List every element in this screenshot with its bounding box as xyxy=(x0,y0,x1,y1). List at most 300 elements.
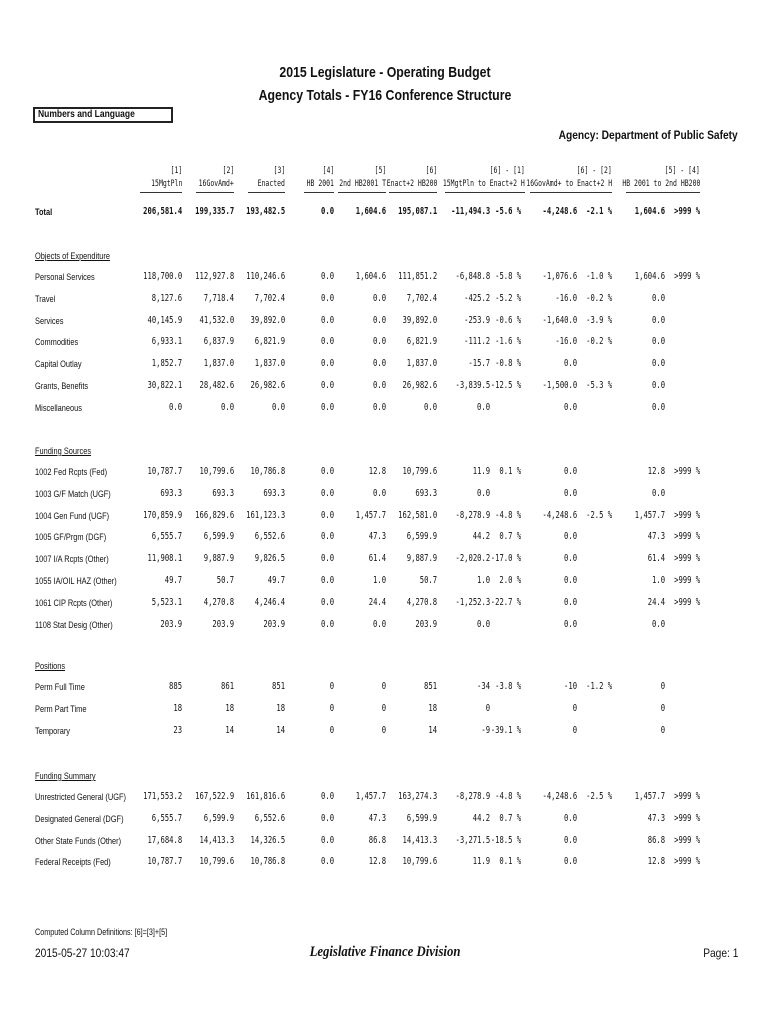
table-cell: 7,702.4 xyxy=(406,292,437,304)
table-cell: 0.0 xyxy=(423,401,437,413)
section-title: Positions xyxy=(35,661,66,672)
table-cell: 14 xyxy=(225,724,234,736)
table-cell: 0 xyxy=(572,724,577,736)
table-cell: -34 xyxy=(476,681,490,692)
table-cell: 12.8 xyxy=(647,856,665,868)
total-cell: 193,482.5 xyxy=(245,206,285,217)
table-cell: 0.0 xyxy=(476,618,490,630)
section-title: Funding Sources xyxy=(35,446,92,457)
row-label: 1108 Stat Desig (Other) xyxy=(35,619,113,631)
table-cell: 0.0 xyxy=(563,401,577,413)
column-number: [6] xyxy=(425,166,437,176)
table-cell: -2.5 % xyxy=(585,791,612,802)
table-cell: 44.2 xyxy=(472,531,490,543)
table-cell: 0.0 xyxy=(320,292,334,304)
table-cell: 0.0 xyxy=(320,596,334,608)
row-label: Travel xyxy=(35,293,56,305)
table-cell: 170,859.9 xyxy=(142,509,182,521)
table-cell: 6,552.6 xyxy=(254,531,285,543)
table-cell: 693.3 xyxy=(212,487,234,499)
table-cell: -1,500.0 xyxy=(542,380,577,391)
table-cell: 0.0 xyxy=(372,336,386,348)
table-cell: 0.0 xyxy=(320,509,334,521)
table-cell: 6,555.7 xyxy=(151,812,182,824)
table-cell: 0.0 xyxy=(563,834,577,846)
table-cell: 26,982.6 xyxy=(402,380,437,391)
table-cell: 0.0 xyxy=(563,466,577,477)
table-cell: >999 % xyxy=(673,812,700,824)
table-cell: 203.9 xyxy=(160,618,182,630)
table-cell: 1.0 xyxy=(651,575,665,586)
table-cell: 693.3 xyxy=(160,487,182,499)
table-cell: 1,457.7 xyxy=(634,791,665,802)
column-number: [6] - [1] xyxy=(489,166,525,176)
row-label: Federal Receipts (Fed) xyxy=(35,857,111,869)
table-cell: 5,523.1 xyxy=(151,596,182,608)
table-cell: 9,887.9 xyxy=(203,553,234,565)
column-header-rule xyxy=(389,192,437,193)
table-cell: 7,702.4 xyxy=(254,292,285,304)
table-cell: 9,826.5 xyxy=(254,553,285,565)
table-cell: 0.0 xyxy=(168,401,182,413)
table-cell: -3.8 % xyxy=(494,681,521,692)
table-cell: 167,522.9 xyxy=(194,791,234,802)
row-label: Perm Full Time xyxy=(35,682,85,693)
row-label: Miscellaneous xyxy=(35,402,82,414)
column-header: 16GovAmd+ to Enact+2 H xyxy=(526,179,612,189)
table-cell: 26,982.6 xyxy=(250,380,285,391)
table-cell: 0.0 xyxy=(651,618,665,630)
table-cell: 161,816.6 xyxy=(245,791,285,802)
table-cell: 0.0 xyxy=(372,380,386,391)
table-cell: 6,821.9 xyxy=(406,336,437,348)
table-cell: 162,581.0 xyxy=(397,509,437,521)
table-cell: 0 xyxy=(660,724,665,736)
table-cell: 0.0 xyxy=(320,791,334,802)
table-cell: 0.7 % xyxy=(499,812,521,824)
table-cell: 0.0 xyxy=(563,531,577,543)
table-cell: -1,252.3 xyxy=(455,596,490,608)
row-label: Designated General (DGF) xyxy=(35,813,124,825)
table-cell: 47.3 xyxy=(647,812,665,824)
table-cell: -1,076.6 xyxy=(542,271,577,282)
table-cell: 1,457.7 xyxy=(355,509,386,521)
table-cell: 6,599.9 xyxy=(203,531,234,543)
table-cell: 10,799.6 xyxy=(402,856,437,868)
table-cell: 0.0 xyxy=(320,466,334,477)
row-label: Unrestricted General (UGF) xyxy=(35,792,127,803)
table-cell: 1,852.7 xyxy=(151,358,182,370)
table-cell: >999 % xyxy=(673,856,700,868)
table-cell: 6,599.9 xyxy=(406,812,437,824)
table-cell: 1.0 xyxy=(476,575,490,586)
table-cell: 0.0 xyxy=(651,292,665,304)
row-label: Services xyxy=(35,315,64,327)
table-cell: 0.0 xyxy=(320,487,334,499)
table-cell: 203.9 xyxy=(415,618,437,630)
table-cell: -5.8 % xyxy=(494,271,521,282)
column-header: HB 2001 to 2nd HB200 xyxy=(621,179,700,189)
table-cell: -4,248.6 xyxy=(542,509,577,521)
table-cell: 50.7 xyxy=(419,575,437,586)
division-name: Legislative Finance Division xyxy=(309,944,461,960)
table-cell: 0.0 xyxy=(320,575,334,586)
table-cell: 693.3 xyxy=(415,487,437,499)
table-cell: >999 % xyxy=(673,791,700,802)
column-number: [2] xyxy=(222,166,234,176)
table-cell: 0.0 xyxy=(320,271,334,282)
table-cell: 14,413.3 xyxy=(402,834,437,846)
table-cell: 0.1 % xyxy=(499,856,521,868)
table-cell: 0.0 xyxy=(320,812,334,824)
table-cell: 0.0 xyxy=(372,292,386,304)
table-cell: 0.0 xyxy=(563,553,577,565)
table-cell: -17.0 % xyxy=(490,553,521,565)
table-cell: 50.7 xyxy=(216,575,234,586)
table-cell: -1.6 % xyxy=(494,336,521,348)
table-cell: -425.2 xyxy=(463,292,490,304)
table-cell: 6,933.1 xyxy=(151,336,182,348)
table-cell: -111.2 xyxy=(463,336,490,348)
table-cell: -39.1 % xyxy=(490,724,521,736)
total-cell: -5.6 % xyxy=(494,206,521,217)
row-label: 1004 Gen Fund (UGF) xyxy=(35,510,110,522)
table-cell: 11,908.1 xyxy=(147,553,182,565)
table-cell: 0 xyxy=(381,724,386,736)
table-cell: >999 % xyxy=(673,834,700,846)
total-cell: >999 % xyxy=(673,206,700,217)
table-cell: 0 xyxy=(329,702,334,714)
table-cell: 693.3 xyxy=(263,487,285,499)
table-cell: 0.0 xyxy=(651,380,665,391)
report-title: 2015 Legislature - Operating Budget xyxy=(279,64,491,81)
table-cell: 47.3 xyxy=(368,531,386,543)
table-cell: 10,786.8 xyxy=(250,856,285,868)
total-label: Total xyxy=(35,207,53,218)
table-cell: 163,274.3 xyxy=(397,791,437,802)
table-cell: 10,799.6 xyxy=(199,856,234,868)
report-timestamp: 2015-05-27 10:03:47 xyxy=(35,946,130,960)
table-cell: 118,700.0 xyxy=(142,271,182,282)
total-cell: 199,335.7 xyxy=(194,206,234,217)
table-cell: >999 % xyxy=(673,575,700,586)
table-cell: -5.3 % xyxy=(585,380,612,391)
table-cell: 23 xyxy=(173,724,182,736)
table-cell: 4,246.4 xyxy=(254,596,285,608)
numbers-language-box xyxy=(33,107,173,123)
table-cell: -16.0 xyxy=(555,336,577,348)
column-number: [4] xyxy=(322,166,334,176)
column-header: Enacted xyxy=(257,179,285,189)
table-cell: 851 xyxy=(423,681,437,692)
table-cell: 0.0 xyxy=(476,487,490,499)
table-cell: 10,787.7 xyxy=(147,856,182,868)
table-cell: 112,927.8 xyxy=(194,271,234,282)
table-cell: 0 xyxy=(485,702,490,714)
table-cell: 1.0 xyxy=(372,575,386,586)
total-cell: -4,248.6 xyxy=(542,206,577,217)
table-cell: 47.3 xyxy=(368,812,386,824)
table-cell: 6,821.9 xyxy=(254,336,285,348)
total-cell: 195,087.1 xyxy=(397,206,437,217)
table-cell: 0 xyxy=(660,681,665,692)
table-cell: 1,604.6 xyxy=(634,271,665,282)
table-cell: -9 xyxy=(481,724,490,736)
table-cell: >999 % xyxy=(673,553,700,565)
table-cell: 18 xyxy=(276,702,285,714)
column-header-rule xyxy=(338,192,386,193)
table-cell: 0.0 xyxy=(372,358,386,370)
table-cell: 2.0 % xyxy=(499,575,521,586)
table-cell: -4.8 % xyxy=(494,791,521,802)
table-cell: 0.0 xyxy=(651,358,665,370)
table-cell: 12.8 xyxy=(647,466,665,477)
column-number: [5] - [4] xyxy=(664,166,700,176)
table-cell: 861 xyxy=(220,681,234,692)
table-cell: -253.9 xyxy=(463,314,490,326)
table-cell: 0 xyxy=(572,702,577,714)
row-label: 1002 Fed Rcpts (Fed) xyxy=(35,467,108,478)
table-cell: 47.3 xyxy=(647,531,665,543)
table-cell: -4,248.6 xyxy=(542,791,577,802)
table-cell: 1,837.0 xyxy=(254,358,285,370)
table-cell: -0.2 % xyxy=(585,336,612,348)
table-cell: 203.9 xyxy=(263,618,285,630)
table-cell: 0 xyxy=(660,702,665,714)
total-cell: -2.1 % xyxy=(585,206,612,217)
agency-name: Agency: Department of Public Safety xyxy=(558,128,738,142)
total-cell: 0.0 xyxy=(320,206,334,217)
table-cell: -15.7 xyxy=(468,358,490,370)
table-cell: -10 xyxy=(563,681,577,692)
table-cell: 18 xyxy=(173,702,182,714)
report-subtitle: Agency Totals - FY16 Conference Structure xyxy=(258,87,512,104)
table-cell: 0.0 xyxy=(372,401,386,413)
table-cell: -8,278.9 xyxy=(455,791,490,802)
table-cell: 24.4 xyxy=(368,596,386,608)
table-cell: 0.7 % xyxy=(499,531,521,543)
table-cell: -16.0 xyxy=(555,292,577,304)
table-cell: 10,786.8 xyxy=(250,466,285,477)
table-cell: 6,837.9 xyxy=(203,336,234,348)
total-cell: 206,581.4 xyxy=(142,206,182,217)
table-cell: 1,837.0 xyxy=(203,358,234,370)
table-cell: 39,892.0 xyxy=(250,314,285,326)
table-cell: 0.0 xyxy=(563,812,577,824)
table-cell: -1.2 % xyxy=(585,681,612,692)
table-cell: -3,271.5 xyxy=(455,834,490,846)
table-cell: 0.0 xyxy=(651,336,665,348)
table-cell: 18 xyxy=(428,702,437,714)
column-number: [5] xyxy=(374,166,386,176)
section-title: Funding Summary xyxy=(35,771,96,782)
table-cell: 6,599.9 xyxy=(203,812,234,824)
column-header: 15MgtPln to Enact+2 H xyxy=(443,179,525,189)
row-label: Personal Services xyxy=(35,272,95,283)
table-cell: 0 xyxy=(329,724,334,736)
table-cell: 30,822.1 xyxy=(147,380,182,391)
column-header: 2nd HB2001 T xyxy=(339,179,386,189)
row-label: 1061 CIP Rcpts (Other) xyxy=(35,597,113,609)
table-cell: 4,270.8 xyxy=(203,596,234,608)
table-cell: 12.8 xyxy=(368,856,386,868)
table-cell: -2.5 % xyxy=(585,509,612,521)
table-cell: 61.4 xyxy=(647,553,665,565)
table-cell: 4,270.8 xyxy=(406,596,437,608)
numbers-language-label: Numbers and Language xyxy=(38,109,135,120)
table-cell: 0.0 xyxy=(220,401,234,413)
table-cell: 14 xyxy=(428,724,437,736)
column-header-rule xyxy=(530,192,612,193)
table-cell: 0.0 xyxy=(651,401,665,413)
table-cell: -1.0 % xyxy=(585,271,612,282)
table-cell: -1,640.0 xyxy=(542,314,577,326)
table-cell: 7,718.4 xyxy=(203,292,234,304)
table-cell: -3.9 % xyxy=(585,314,612,326)
column-header: 15MgtPln xyxy=(150,179,182,189)
row-label: Perm Part Time xyxy=(35,703,87,715)
row-label: 1005 GF/Prgm (DGF) xyxy=(35,532,107,544)
table-cell: 0.0 xyxy=(271,401,285,413)
table-cell: 0.0 xyxy=(372,314,386,326)
table-cell: 17,684.8 xyxy=(147,834,182,846)
table-cell: 0.0 xyxy=(320,856,334,868)
table-cell: -0.2 % xyxy=(585,292,612,304)
table-cell: 0 xyxy=(329,681,334,692)
table-cell: 0.0 xyxy=(563,856,577,868)
section-title: Objects of Expenditure xyxy=(35,251,110,262)
table-cell: 12.8 xyxy=(368,466,386,477)
table-cell: 0 xyxy=(381,702,386,714)
table-cell: 44.2 xyxy=(472,812,490,824)
table-cell: 18 xyxy=(225,702,234,714)
table-cell: 161,123.3 xyxy=(245,509,285,521)
table-cell: -3,839.5 xyxy=(455,380,490,391)
table-cell: 24.4 xyxy=(647,596,665,608)
table-cell: -22.7 % xyxy=(490,596,521,608)
table-cell: >999 % xyxy=(673,271,700,282)
column-header-rule xyxy=(626,192,700,193)
table-cell: 10,787.7 xyxy=(147,466,182,477)
table-cell: 0.0 xyxy=(651,314,665,326)
table-cell: 166,829.6 xyxy=(194,509,234,521)
column-number: [6] - [2] xyxy=(576,166,612,176)
table-cell: 41,532.0 xyxy=(199,314,234,326)
row-label: Other State Funds (Other) xyxy=(35,835,122,847)
table-cell: 0.1 % xyxy=(499,466,521,477)
table-cell: 0.0 xyxy=(320,358,334,370)
table-cell: 0.0 xyxy=(320,380,334,391)
table-cell: 0.0 xyxy=(372,487,386,499)
table-cell: 0.0 xyxy=(563,358,577,370)
table-cell: 111,851.2 xyxy=(397,271,437,282)
row-label: Capital Outlay xyxy=(35,359,82,371)
table-cell: 0.0 xyxy=(651,487,665,499)
column-header-rule xyxy=(445,192,525,193)
total-cell: 1,604.6 xyxy=(634,206,665,217)
column-header: 16GovAmd+ xyxy=(198,179,234,189)
table-cell: 10,799.6 xyxy=(402,466,437,477)
table-cell: 0.0 xyxy=(563,487,577,499)
table-cell: -12.5 % xyxy=(490,380,521,391)
table-cell: -18.5 % xyxy=(490,834,521,846)
table-cell: -6,848.8 xyxy=(455,271,490,282)
table-cell: -5.2 % xyxy=(494,292,521,304)
column-header-rule xyxy=(196,192,234,193)
table-cell: 40,145.9 xyxy=(147,314,182,326)
table-cell: 0.0 xyxy=(476,401,490,413)
table-cell: 6,599.9 xyxy=(406,531,437,543)
table-cell: 10,799.6 xyxy=(199,466,234,477)
row-label: 1003 G/F Match (UGF) xyxy=(35,488,111,500)
total-cell: -11,494.3 xyxy=(450,206,490,217)
column-header-rule xyxy=(140,192,182,193)
table-cell: 171,553.2 xyxy=(142,791,182,802)
table-cell: >999 % xyxy=(673,466,700,477)
table-cell: 0.0 xyxy=(320,834,334,846)
table-cell: 851 xyxy=(271,681,285,692)
row-label: Temporary xyxy=(35,725,71,737)
table-cell: -0.6 % xyxy=(494,314,521,326)
table-cell: 9,887.9 xyxy=(406,553,437,565)
table-cell: 0 xyxy=(381,681,386,692)
table-cell: 11.9 xyxy=(472,856,490,868)
table-cell: 14 xyxy=(276,724,285,736)
page-number: Page: 1 xyxy=(702,946,738,960)
table-cell: -4.8 % xyxy=(494,509,521,521)
table-cell: 1,604.6 xyxy=(355,271,386,282)
table-cell: 110,246.6 xyxy=(245,271,285,282)
column-header: Enact+2 HB200 xyxy=(386,179,437,189)
table-cell: 0.0 xyxy=(563,575,577,586)
total-cell: 1,604.6 xyxy=(355,206,386,217)
table-cell: -2,020.2 xyxy=(455,553,490,565)
column-header: HB 2001 xyxy=(306,179,334,189)
table-cell: 6,555.7 xyxy=(151,531,182,543)
column-header-rule xyxy=(304,192,334,193)
row-label: Commodities xyxy=(35,337,79,349)
table-cell: >999 % xyxy=(673,596,700,608)
table-cell: 0.0 xyxy=(320,314,334,326)
table-cell: 14,413.3 xyxy=(199,834,234,846)
table-cell: 0.0 xyxy=(320,553,334,565)
column-header-rule xyxy=(248,192,285,193)
table-cell: 1,457.7 xyxy=(355,791,386,802)
table-cell: >999 % xyxy=(673,531,700,543)
table-cell: 0.0 xyxy=(320,531,334,543)
row-label: 1055 IA/OIL HAZ (Other) xyxy=(35,576,117,587)
table-cell: 49.7 xyxy=(267,575,285,586)
table-cell: 0.0 xyxy=(563,618,577,630)
table-cell: 0.0 xyxy=(563,596,577,608)
column-definitions: Computed Column Definitions: [6]=[3]+[5] xyxy=(35,927,168,937)
row-label: 1007 I/A Rcpts (Other) xyxy=(35,554,109,566)
table-cell: 885 xyxy=(168,681,182,692)
table-cell: 14,326.5 xyxy=(250,834,285,846)
table-cell: -0.8 % xyxy=(494,358,521,370)
table-cell: 39,892.0 xyxy=(402,314,437,326)
column-number: [1] xyxy=(170,166,182,176)
table-cell: 11.9 xyxy=(472,466,490,477)
table-cell: 86.8 xyxy=(368,834,386,846)
table-cell: 61.4 xyxy=(368,553,386,565)
table-cell: 28,482.6 xyxy=(199,380,234,391)
table-cell: 8,127.6 xyxy=(151,292,182,304)
table-cell: 0.0 xyxy=(372,618,386,630)
table-cell: >999 % xyxy=(673,509,700,521)
table-cell: 203.9 xyxy=(212,618,234,630)
table-cell: 86.8 xyxy=(647,834,665,846)
